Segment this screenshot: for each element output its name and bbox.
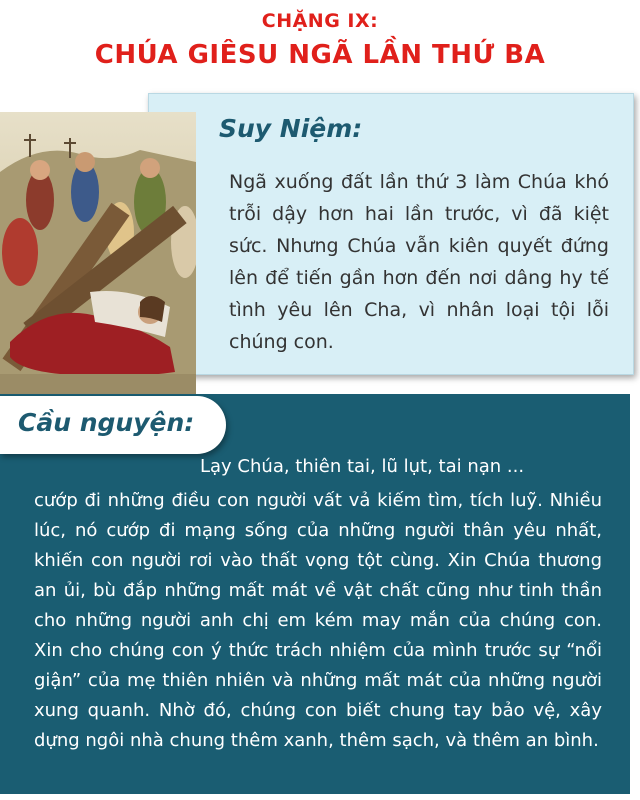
meditation-box — [148, 93, 634, 375]
meditation-heading: Suy Niệm: — [219, 114, 363, 143]
page-title: CHÚA GIÊSU NGÃ LẦN THỨ BA — [94, 40, 546, 70]
header — [0, 0, 640, 80]
meditation-text: Ngã xuống đất lần thứ 3 làm Chúa khó trỗi dậy hơn hai lần trước, vì đã kiệt sức. Nhưng Chúa vẫn kiên quyết đứng lên để tiến gần hơn đến nơi dâng hy tế tình yêu lên Cha, vì nhân loại tội lỗi chúng con. — [229, 171, 609, 353]
prayer-heading: Cầu nguyện: — [18, 408, 195, 437]
prayer-first-line: Lạy Chúa, thiên tai, lũ lụt, tai nạn ... — [200, 456, 525, 477]
prayer-text: cướp đi những điều con người vất vả kiếm tìm, tích luỹ. Nhiều lúc, nó cướp đi mạng sống của những người thân yêu nhất, khiến con người rơi vào thất vọng tột cùng. Xin Chúa thương an ủi, bù đắp những mất mát về vật chất cũng như tinh thần cho những người anh chị em kém may mắn của chúng con. Xin cho chúng con ý thức trách nhiệm của mình trước sự “nổi giận” của mẹ thiên nhiên và những mất mát của những người xung quanh. Nhờ đó, chúng con biết chung tay bảo vệ, xây dựng ngôi nhà chung thêm xanh, thêm sạch, và thêm an bình. — [34, 490, 602, 751]
station-number: CHẶNG IX: — [261, 10, 379, 32]
painting-illustration — [0, 112, 196, 394]
station-painting — [0, 112, 196, 394]
prayer-heading-tab — [0, 396, 226, 454]
